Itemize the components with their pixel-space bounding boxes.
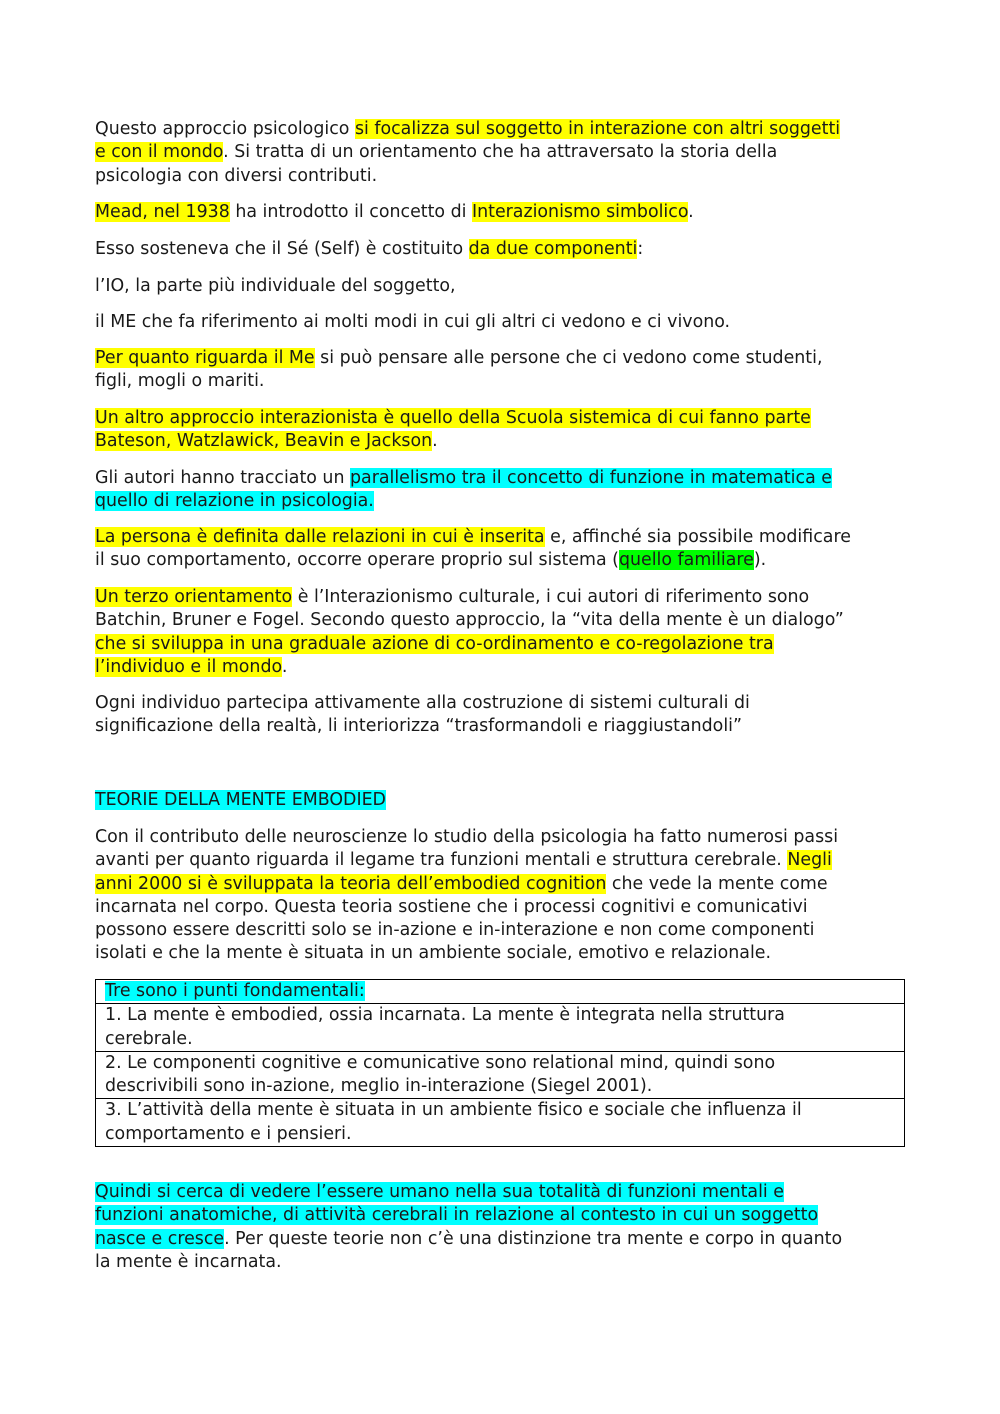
highlight-cyan: quello di relazione in psicologia. [95, 491, 374, 512]
highlight-green: quello familiare [618, 550, 754, 571]
paragraph-authors: Gli autori hanno tracciato un parallelismo tra il concetto di funzione in matematica e quello di relazione in psicologia. [95, 468, 832, 512]
section-heading [95, 789, 910, 812]
highlight-yellow: Mead, nel 1938 [95, 202, 230, 222]
highlight-yellow: che si sviluppa in una graduale azione di co-ordinamento e co-regolazione tra [95, 633, 774, 654]
paragraph-conclusion: Quindi si cerca di vedere l’essere umano nella sua totalità di funzioni mentali e funzioni anatomiche, di attività cerebrali in relazione al contesto in cui un soggetto nasce e cresce. Per queste teorie non c’è una distinzione tra mente e corpo in quanto la mente è incarnata. [95, 1182, 843, 1272]
paragraph-systemic: Un altro approccio interazionista è quello della Scuola sistemica di cui fanno parte Bateson, Watzlawick, Beavin e Jackson. [95, 408, 811, 452]
paragraph-neuroscience: Con il contributo delle neuroscienze lo studio della psicologia ha fatto numerosi passi avanti per quanto riguarda il legame tra funzioni mentali e struttura cerebrale. Negli anni 2000 si è sviluppata la teoria dell’embodied cognition che vede la mente come incarnata nel corpo. Questa teoria sostiene che i processi cognitivi e comunicativi possono essere descritti solo se in-azione e in-interazione e non come componenti isolati e che la mente è situata in un ambiente sociale, emotivo e relazionale. [95, 827, 839, 964]
paragraph-io: l’IO, la parte più individuale del soggetto, [95, 276, 456, 296]
highlight-yellow: Negli [787, 850, 832, 871]
highlight-yellow: Per quanto riguarda il Me [95, 348, 315, 368]
highlight-yellow: da due componenti [468, 239, 638, 259]
highlight-yellow: Interazionismo simbolico [471, 202, 689, 222]
heading-highlight: TEORIE DELLA MENTE EMBODIED [95, 790, 386, 810]
table-row: 1. La mente è embodied, ossia incarnata. La mente è integrata nella struttura cerebrale. [96, 1003, 904, 1051]
highlight-yellow: l’individuo e il mondo [95, 656, 282, 677]
paragraph-person: La persona è definita dalle relazioni in cui è inserita e, affinché sia possibile modificare il suo comportamento, occorre operare proprio sul sistema (quello familiare). [95, 527, 851, 571]
table-header-highlight: Tre sono i punti fondamentali: [105, 981, 365, 1001]
paragraph-mead: Mead, nel 1938 ha introdotto il concetto di Interazionismo simbolico. [95, 202, 694, 222]
paragraph-me: il ME che fa riferimento ai molti modi in cui gli altri ci vedono e ci vivono. [95, 312, 731, 332]
paragraph-self: Esso sosteneva che il Sé (Self) è costituito da due componenti: [95, 239, 644, 259]
highlight-cyan: nasce e cresce [95, 1228, 225, 1249]
highlight-yellow: Un terzo orientamento [95, 587, 293, 607]
table-row: 3. L’attività della mente è situata in un ambiente fisico e sociale che influenza il comportamento e i pensieri. [96, 1098, 904, 1146]
highlight-yellow: Un altro approccio interazionista è quello della Scuola sistemica di cui fanno parte [95, 408, 811, 428]
highlight-yellow: Bateson, Watzlawick, Beavin e Jackson [95, 431, 433, 452]
highlight-yellow: anni 2000 si è sviluppata la teoria dell’embodied cognition [95, 873, 607, 894]
paragraph-cultural: Un terzo orientamento è l’Interazionismo culturale, i cui autori di riferimento sono Batchin, Bruner e Fogel. Secondo questo approccio, la “vita della mente è un dialogo” che si sviluppa in una graduale azione di co-ordinamento e co-regolazione tra l’individuo e il mondo. [95, 587, 844, 677]
highlight-yellow: e con il mondo [95, 142, 224, 163]
paragraph-individual: Ogni individuo partecipa attivamente alla costruzione di sistemi culturali di significazione della realtà, li interiorizza “trasformandoli e riaggiustandoli” [95, 693, 750, 737]
highlight-yellow: La persona è definita dalle relazioni in cui è inserita [95, 527, 545, 547]
highlight-cyan: Quindi si cerca di vedere l’essere umano nella sua totalità di funzioni mentali e [95, 1182, 784, 1202]
paragraph-intro: Questo approccio psicologico si focalizza sul soggetto in interazione con altri soggetti e con il mondo. Si tratta di un orientamento che ha attraversato la storia della psicologia con diversi contributi. [95, 119, 841, 186]
key-points-table [95, 979, 905, 1147]
highlight-yellow: si focalizza sul soggetto in interazione con altri soggetti [354, 119, 841, 139]
highlight-cyan: parallelismo tra il concetto di funzione in matematica e [350, 468, 832, 488]
table-row: 2. Le componenti cognitive e comunicative sono relational mind, quindi sono descrivibili sono in-azione, meglio in-interazione (Siegel 2001). [96, 1051, 904, 1099]
table-header [96, 980, 904, 1003]
highlight-cyan: funzioni anatomiche, di attività cerebrali in relazione al contesto in cui un soggetto [95, 1205, 819, 1226]
paragraph-me-detail: Per quanto riguarda il Me si può pensare alle persone che ci vedono come studenti, figli, mogli o mariti. [95, 348, 823, 392]
